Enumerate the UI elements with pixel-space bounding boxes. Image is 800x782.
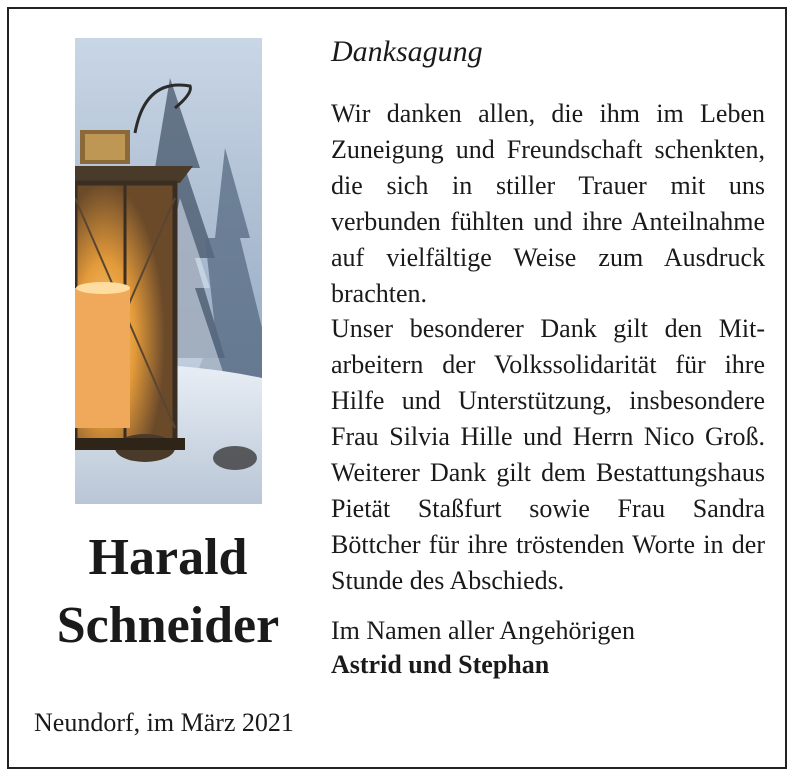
notice-heading: Danksagung: [331, 35, 483, 68]
lantern-photo: [75, 38, 262, 504]
place-and-date: Neundorf, im März 2021: [34, 708, 294, 737]
deceased-first-name: Harald: [88, 529, 248, 586]
paragraph-thanks: Wir danken allen, die ihm im Leben Zuneigung und Freundschaft schenkten, die sich in stiller Trauer mit uns verbunden fühlten und ihre Anteilnahme auf vielfältige Weise zum Ausdruck brachten.: [331, 99, 765, 308]
deceased-last-name: Schneider: [56, 597, 280, 654]
closing-line: Im Namen aller Angehörigen: [331, 616, 635, 645]
signatories: Astrid und Stephan: [331, 650, 550, 679]
thank-you-text: [331, 96, 765, 599]
paragraph-special-thanks: Unser besonderer Dank gilt den Mitarbeitern der Volkssolidarität für ihre Hilfe und Unterstützung, insbesondere Frau Silvia Hille und Herrn Nico Groß. Weiterer Dank gilt dem Bestattungshaus Pietät Staßfurt sowie Frau Sandra Böttcher für ihre tröstenden Worte in der Stunde des Abschieds.: [331, 314, 765, 595]
